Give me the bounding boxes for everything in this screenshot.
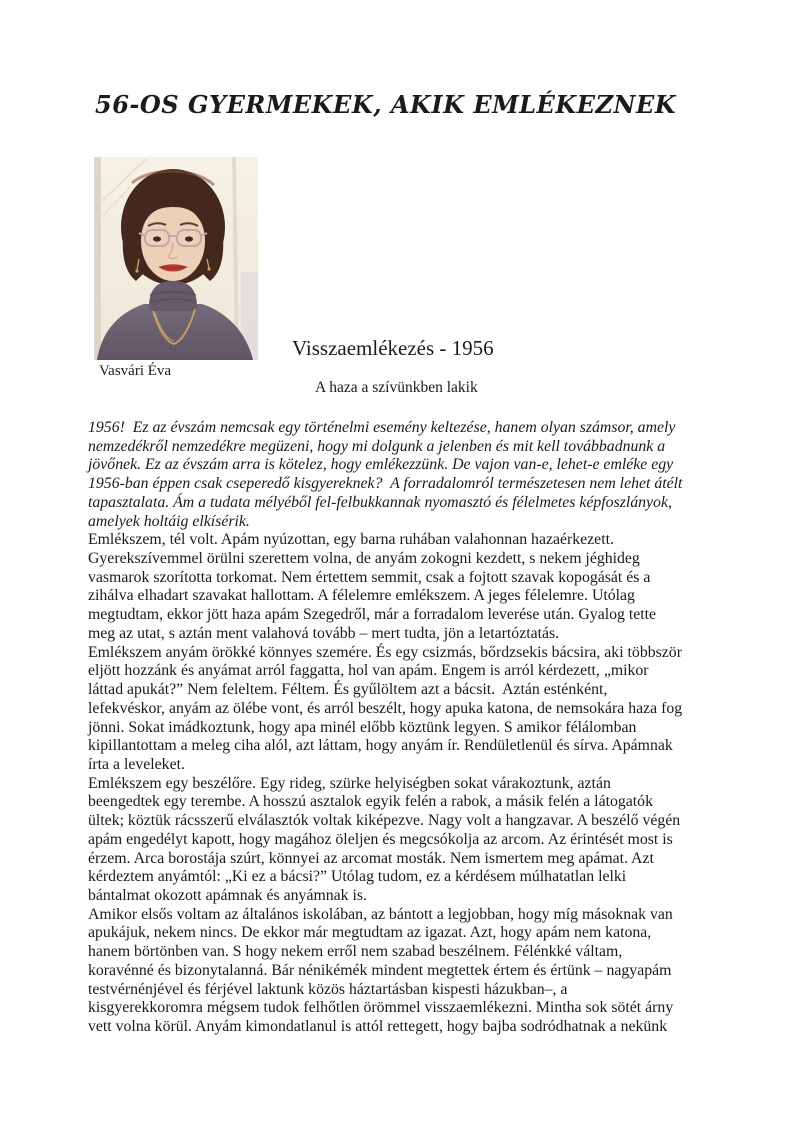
article-subheading: A haza a szívünkben lakik	[315, 379, 478, 396]
text-line: 1956-ban éppen csak cseperedő kisgyereknek? A forradalomról természetesen nem lehet átélt	[88, 475, 683, 493]
portrait-photo	[94, 157, 258, 360]
text-line: testvérnénjével és férjével laktunk közös háztartásban kispesti házukban–, a	[88, 980, 568, 998]
text-line: beengedtek egy terembe. A hosszú asztalok egyik felén a rabok, a másik felén a látogatók	[88, 793, 653, 811]
text-line: Amikor elsős voltam az általános iskolában, az bántott a legjobban, hogy míg másoknak van	[88, 905, 673, 923]
text-line: ültek; köztük rácsszerű elválasztók voltak kiképezve. Nagy volt a hangzavar. A beszélő végén	[88, 812, 681, 830]
text-line: kérdeztem anyámtól: „Ki ez a bácsi?” Utólag tudom, ez a kérdésem múlhatatlan lelki	[88, 868, 627, 886]
article-heading: Visszaemlékezés - 1956	[292, 336, 494, 360]
text-line: nemzedékről nemzedékre megüzeni, hogy mi dolgunk a jelenben és mit kell továbbadnunk a	[88, 437, 666, 455]
portrait-figure	[94, 157, 258, 380]
portrait-illustration	[94, 157, 258, 360]
text-line: bántalmat okozott apámnak és anyámnak is.	[88, 886, 367, 904]
text-line: érzem. Arca borostája szúrt, könnyei az arcomat mosták. Nem ismertem meg apámat. Azt	[88, 849, 654, 867]
text-line: lefekvéskor, anyám az ölébe vont, és arról beszélt, hogy apuka katona, de nemsokára haza fog	[88, 699, 683, 717]
text-line: vasmarok szorította torkomat. Nem értettem semmit, csak a fojtott szavak kopogását és a	[88, 568, 651, 586]
text-line: jönni. Sokat imádkoztunk, hogy apa minél előbb köztünk legyen. S amikor félálomban	[88, 718, 637, 736]
text-line: 1956! Ez az évszám nemcsak egy történelmi esemény keltezése, hanem olyan számsor, amely	[88, 419, 676, 436]
text-line: vett volna körül. Anyám kimondatlanul is attól rettegett, hogy bajba sodródhatnak a nekünk	[88, 1018, 668, 1035]
text-line: tapasztalata. Ám a tudata mélyéből fel-felbukkannak nyomasztó és félelmetes képfoszlányok,	[88, 493, 672, 511]
text-line: amelyek holtáig elkísérik.	[88, 512, 250, 530]
text-line: meg az utat, s aztán ment valahová tovább – mert tudta, jön a letartóztatás.	[88, 624, 560, 642]
text-line: írta a leveleket.	[88, 755, 185, 773]
text-line: Gyerekszívemmel örülni szerettem volna, de anyám zokogni kezdett, s nekem jéghideg	[88, 550, 640, 568]
text-line: kipillantottam a meleg ciha alól, azt láttam, hogy anyám ír. Rendületlenül és sírva. Apámnak	[88, 737, 673, 755]
text-line: megtudtam, ekkor jött haza apám Szegedről, már a forradalom leverése után. Gyalog tette	[88, 606, 657, 624]
text-line: apukájuk, nekem nincs. De ekkor már megtudtam az igazat. Azt, hogy apám nem katona,	[88, 924, 652, 942]
text-line: Emlékszem anyám örökké könnyes szemére. És egy csizmás, bőrdzsekis bácsira, aki többször	[88, 643, 682, 661]
text-line: eljött hozzánk és anyámat arról faggatta, hol van apám. Engem is arról kérdezett, „mikor	[88, 662, 649, 680]
article-body	[88, 419, 768, 1037]
text-line: láttad apukát?” Nem feleltem. Féltem. És gyűlöltem azt a bácsit. Aztán esténként,	[88, 681, 608, 699]
text-line: kisgyerekkoromra mégsem tudok felhőtlen örömmel visszaemlékezni. Mintha sok sötét árny	[88, 999, 674, 1017]
document-title: 56-OS GYERMEKEK, AKIK EMLÉKEZNEK	[95, 90, 677, 119]
text-line: zihálva elhadart szavakat hallottam. A félelemre emlékszem. A jeges félelemre. Utólag	[88, 587, 635, 605]
text-line: jövőnek. Ez az évszám arra is kötelez, hogy emlékezzünk. De vajon van-e, lehet-e emléke egy	[88, 456, 674, 474]
text-line: apám engedélyt kapott, hogy magához öleljen és megcsókolja az arcom. Az érintését most is	[88, 830, 673, 848]
text-line: Emlékszem egy beszélőre. Egy rideg, szürke helyiségben sokat várakoztunk, aztán	[88, 774, 611, 792]
text-line: Emlékszem, tél volt. Apám nyúzottan, egy barna ruhában valahonnan hazaérkezett.	[88, 531, 614, 549]
photo-caption: Vasvári Éva	[99, 363, 172, 379]
text-line: koravénné és bizonytalanná. Bár nénikémék mindent megtettek értem és értünk – nagyapám	[88, 961, 672, 979]
text-line: hanem börtönben van. S hogy nekem erről nem szabad beszélnem. Félénkké váltam,	[88, 943, 623, 961]
